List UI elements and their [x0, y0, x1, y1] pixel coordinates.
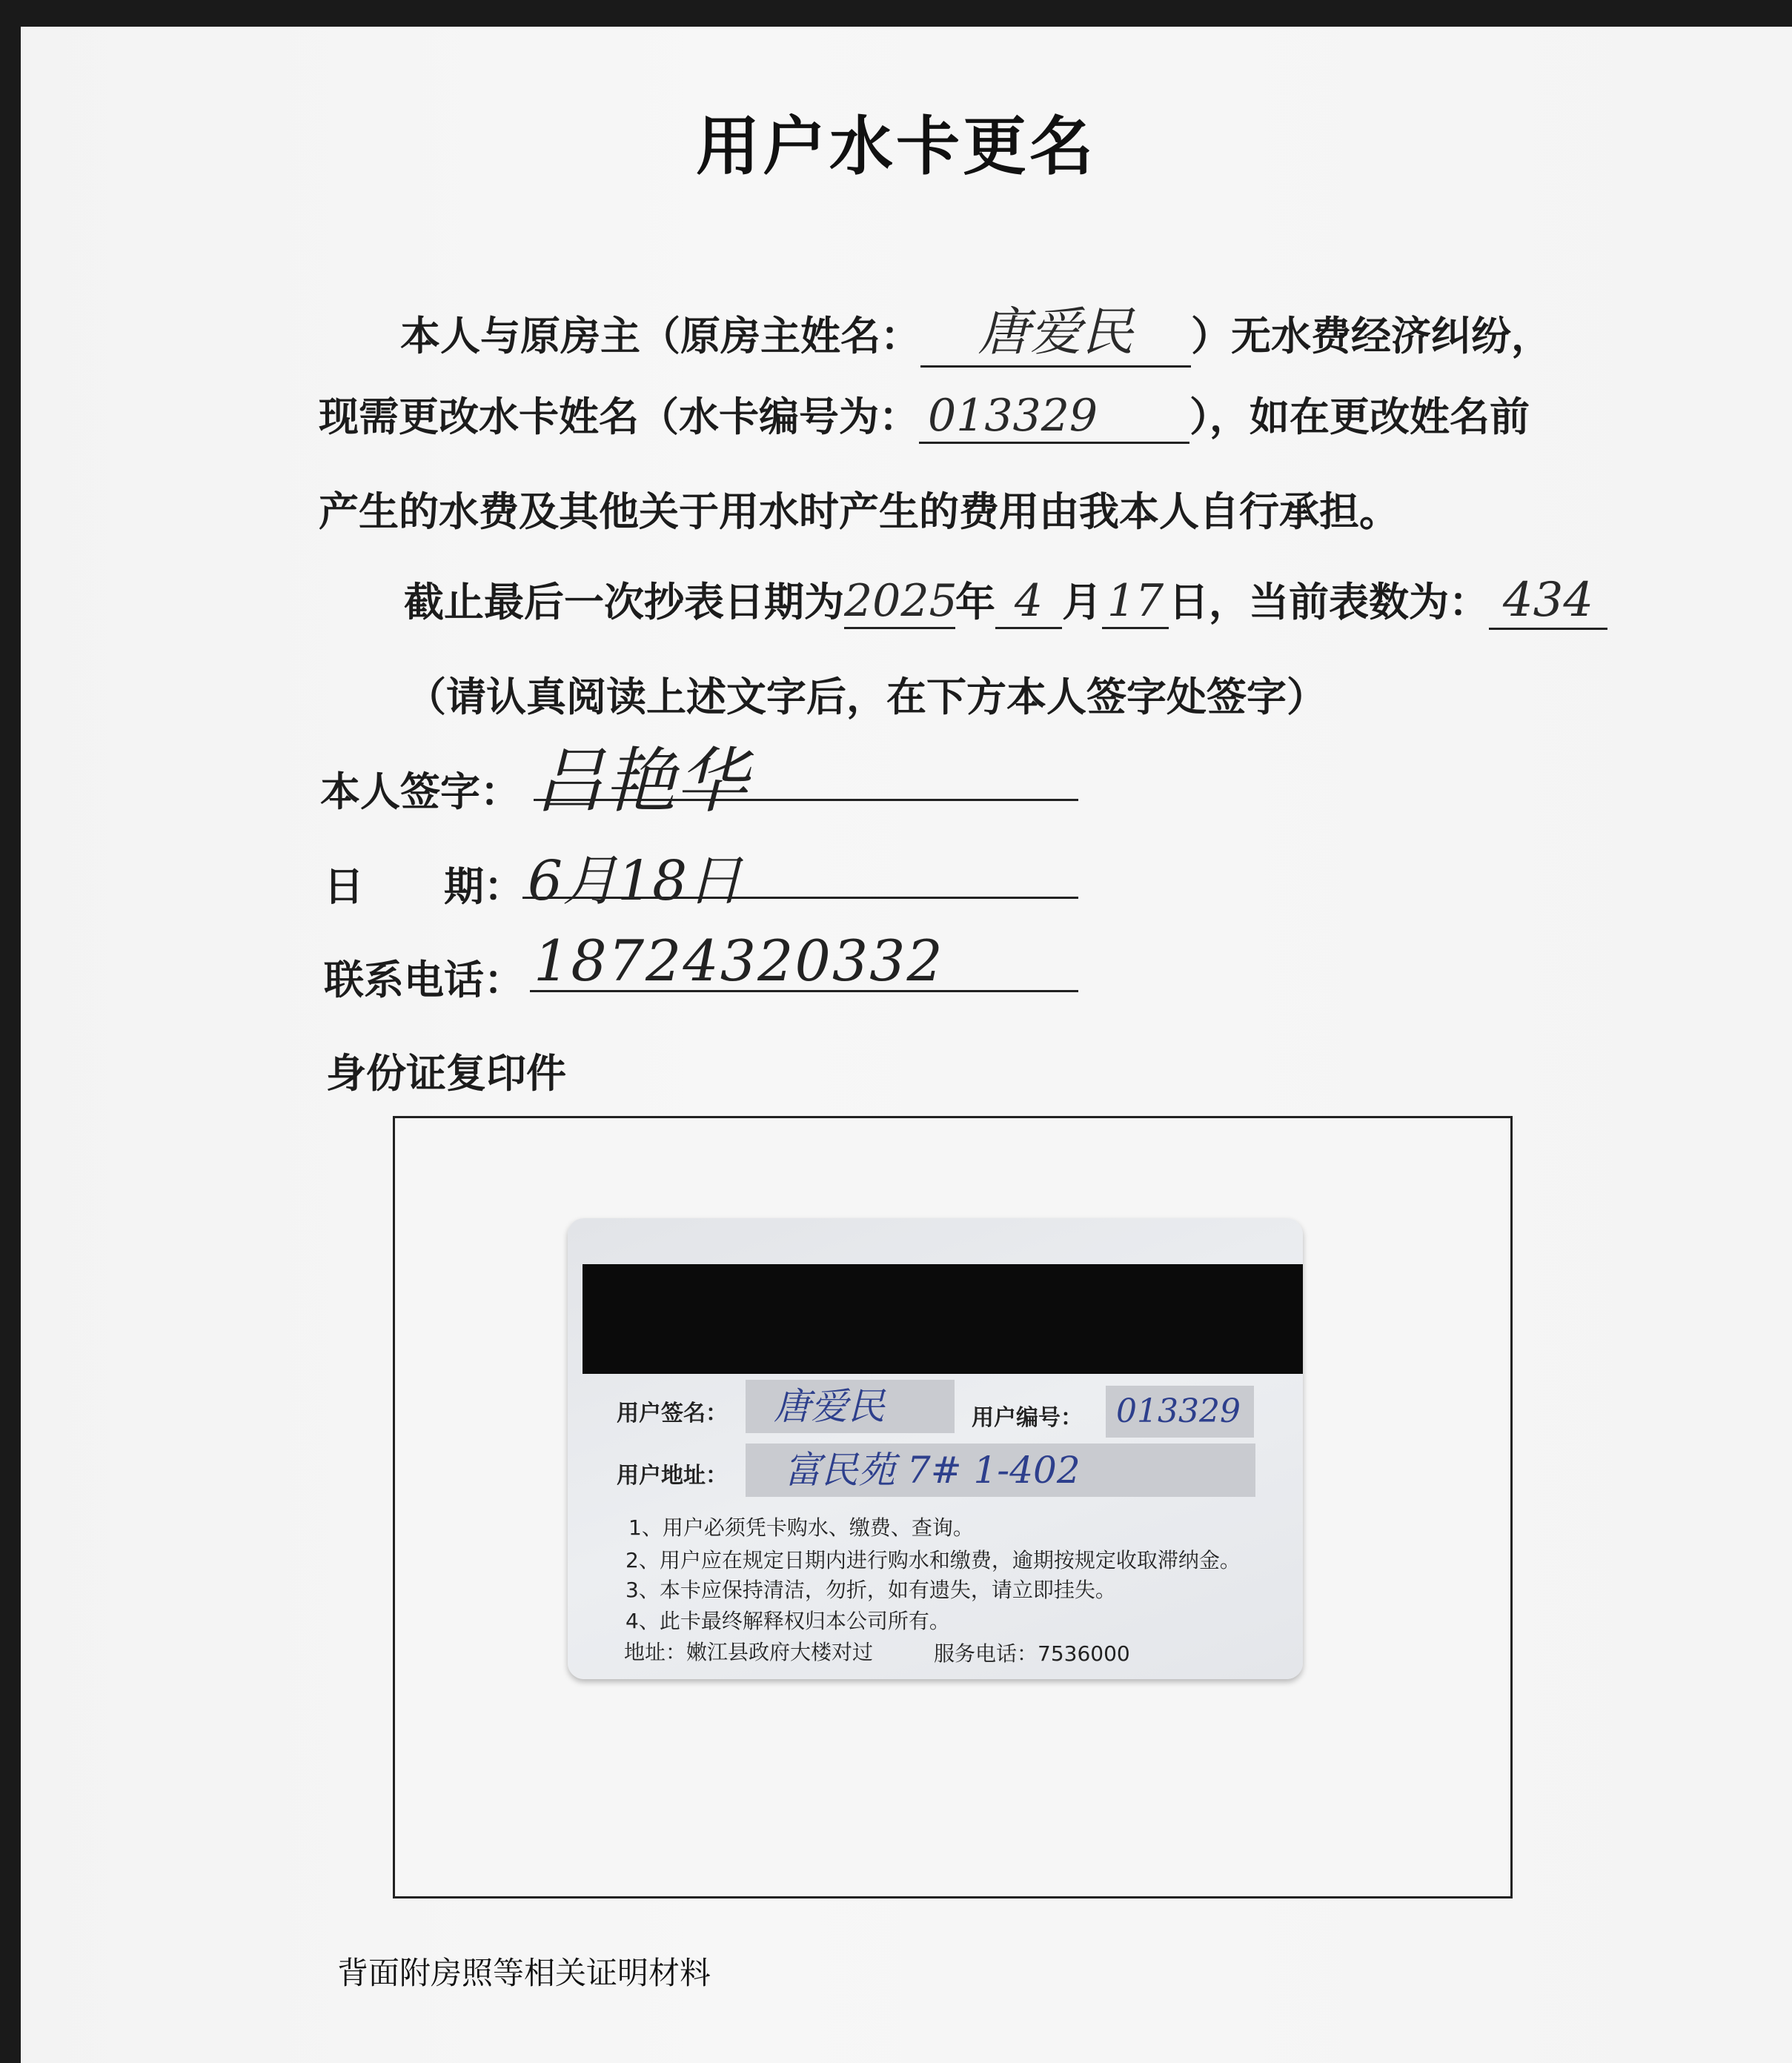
owner-name-field: 唐爱民 [920, 290, 1191, 368]
card-address-label: 用户地址： [617, 1463, 728, 1489]
card-service-phone: 服务电话：7536000 [934, 1641, 1130, 1666]
card-prefix: 现需更改水卡姓名（水卡编号为： [319, 393, 919, 440]
card-sign-value: 唐爱民 [746, 1380, 955, 1433]
id-copy-label: 身份证复印件 [326, 1050, 566, 1097]
card-address-value: 富民苑 7# 1-402 [746, 1444, 1255, 1497]
card-address-footer: 地址：嫩江县政府大楼对过 [624, 1640, 874, 1664]
water-card [568, 1218, 1303, 1679]
signature-label: 本人签字： [320, 768, 520, 815]
owner-suffix: ）无水费经济纠纷， [1191, 313, 1551, 359]
paragraph-liability: 产生的水费及其他关于用水时产生的费用由我本人自行承担。 [319, 488, 1399, 535]
card-rule: 4、此卡最终解释权归本公司所有。 [625, 1609, 950, 1633]
signature-value: 吕艳华 [534, 740, 747, 823]
owner-prefix: 本人与原房主（原房主姓名： [400, 313, 920, 359]
phone-value: 18724320332 [534, 928, 944, 994]
month-label: 月 [1062, 579, 1102, 625]
paragraph-card [319, 385, 1530, 444]
reading-month: 4 [995, 575, 1062, 629]
magnetic-stripe [583, 1264, 1303, 1374]
year-label: 年 [955, 579, 995, 625]
date-label: 日 期： [324, 863, 524, 910]
card-rule: 2、用户应在规定日期内进行购水和缴费，逾期按规定收取滞纳金。 [625, 1548, 1241, 1572]
reading-day: 17 [1102, 575, 1169, 629]
reading-year: 2025 [844, 575, 955, 629]
card-rule: 1、用户必须凭卡购水、缴费、查询。 [628, 1515, 974, 1540]
date-value: 6月18日 [528, 849, 743, 913]
phone-label: 联系电话： [324, 957, 524, 1003]
card-suffix: ），如在更改姓名前 [1189, 393, 1530, 440]
day-label: 日，当前表数为： [1169, 579, 1489, 625]
card-number-label: 用户编号： [972, 1405, 1083, 1431]
document-title: 用户水卡更名 [696, 110, 1096, 184]
meter-reading-line [404, 571, 1607, 630]
footer-note: 背面附房照等相关证明材料 [337, 1955, 711, 1991]
paragraph-owner [400, 290, 1551, 368]
card-rule: 3、本卡应保持清洁，勿折，如有遗失，请立即挂失。 [625, 1578, 1116, 1602]
card-sign-label: 用户签名： [617, 1401, 728, 1426]
sign-instruction: （请认真阅读上述文字后，在下方本人签字处签字） [406, 674, 1327, 720]
card-number-field: 013329 [919, 390, 1189, 444]
card-number-value: 013329 [1106, 1386, 1254, 1438]
meter-value: 434 [1489, 573, 1607, 630]
reading-prefix: 截止最后一次抄表日期为 [404, 579, 844, 625]
